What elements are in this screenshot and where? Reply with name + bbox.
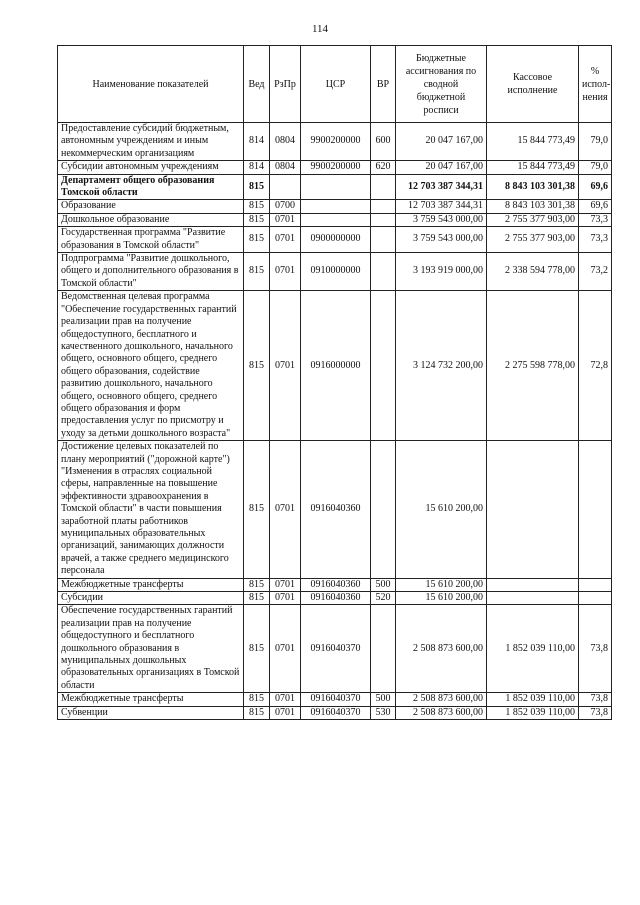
- row-ved: 815: [244, 227, 270, 253]
- row-cash: 1 852 039 110,00: [487, 605, 579, 693]
- row-vr: [371, 253, 396, 291]
- row-budget: 2 508 873 600,00: [396, 693, 487, 706]
- row-budget: 15 610 200,00: [396, 441, 487, 578]
- row-cash: 1 852 039 110,00: [487, 706, 579, 719]
- row-ved: 815: [244, 213, 270, 226]
- table-row: [58, 441, 612, 578]
- row-csr: [301, 213, 371, 226]
- row-name: Субсидии: [58, 592, 244, 605]
- row-cash: 2 338 594 778,00: [487, 253, 579, 291]
- row-vr: 500: [371, 578, 396, 591]
- row-name: Субсидии автономным учреждениям: [58, 161, 244, 174]
- row-rzpr: 0701: [270, 592, 301, 605]
- row-vr: [371, 605, 396, 693]
- row-cash: 8 843 103 301,38: [487, 174, 579, 200]
- row-budget: 2 508 873 600,00: [396, 706, 487, 719]
- col-header-budget: Бюджетные ассигнования по сводной бюджетной росписи: [396, 46, 487, 123]
- row-ved: 815: [244, 253, 270, 291]
- row-rzpr: 0804: [270, 123, 301, 161]
- table-row: [58, 200, 612, 213]
- row-pct: [579, 578, 612, 591]
- row-ved: 815: [244, 605, 270, 693]
- col-header-ved: Вед: [244, 46, 270, 123]
- row-pct: 73,2: [579, 253, 612, 291]
- table-row: [58, 605, 612, 693]
- row-csr: 9900200000: [301, 161, 371, 174]
- row-name: Департамент общего образования Томской области: [58, 174, 244, 200]
- row-ved: 815: [244, 693, 270, 706]
- header-row: [58, 46, 612, 123]
- row-ved: 814: [244, 123, 270, 161]
- row-pct: 79,0: [579, 123, 612, 161]
- row-csr: 0916040360: [301, 441, 371, 578]
- row-name: Образование: [58, 200, 244, 213]
- row-csr: 0916040360: [301, 592, 371, 605]
- row-name: Субвенции: [58, 706, 244, 719]
- col-header-cash: Кассовое исполнение: [487, 46, 579, 123]
- row-vr: 520: [371, 592, 396, 605]
- row-vr: [371, 227, 396, 253]
- row-csr: 0916040370: [301, 706, 371, 719]
- page-number: 114: [311, 23, 329, 35]
- row-ved: 814: [244, 161, 270, 174]
- row-vr: 530: [371, 706, 396, 719]
- row-budget: 15 610 200,00: [396, 578, 487, 591]
- row-ved: 815: [244, 200, 270, 213]
- row-vr: 600: [371, 123, 396, 161]
- table-row: [58, 291, 612, 441]
- row-pct: 69,6: [579, 174, 612, 200]
- row-vr: [371, 441, 396, 578]
- row-csr: 0900000000: [301, 227, 371, 253]
- row-vr: [371, 200, 396, 213]
- col-header-name: Наименование показателей: [58, 46, 244, 123]
- table-row: [58, 161, 612, 174]
- col-header-csr: ЦСР: [301, 46, 371, 123]
- table-row: [58, 578, 612, 591]
- row-name: Государственная программа "Развитие образования в Томской области": [58, 227, 244, 253]
- row-cash: 1 852 039 110,00: [487, 693, 579, 706]
- table-row: [58, 592, 612, 605]
- row-name: Ведомственная целевая программа "Обеспечение государственных гарантий реализации прав на получение общедоступного, бесплатного и качественного дошкольного, начального общего, основного общего, среднего общего образования, содействие развитию дошкольного, начального общего, основного общего, среднего общего образования и форм предоставления услуг по присмотру и уходу за детьми дошкольного возраста": [58, 291, 244, 441]
- row-pct: 79,0: [579, 161, 612, 174]
- row-rzpr: 0701: [270, 693, 301, 706]
- row-rzpr: 0700: [270, 200, 301, 213]
- row-csr: [301, 174, 371, 200]
- row-ved: 815: [244, 441, 270, 578]
- row-budget: 3 759 543 000,00: [396, 227, 487, 253]
- row-name: Межбюджетные трансферты: [58, 578, 244, 591]
- row-ved: 815: [244, 174, 270, 200]
- row-name: Дошкольное образование: [58, 213, 244, 226]
- budget-table: [57, 45, 612, 720]
- row-vr: [371, 213, 396, 226]
- row-ved: 815: [244, 706, 270, 719]
- row-budget: 12 703 387 344,31: [396, 174, 487, 200]
- col-header-pct: % испол-нения: [579, 46, 612, 123]
- row-csr: 0916040370: [301, 693, 371, 706]
- row-pct: 73,8: [579, 605, 612, 693]
- row-cash: 2 755 377 903,00: [487, 227, 579, 253]
- row-rzpr: 0701: [270, 253, 301, 291]
- table-row: [58, 123, 612, 161]
- row-cash: [487, 578, 579, 591]
- row-ved: 815: [244, 592, 270, 605]
- row-vr: 500: [371, 693, 396, 706]
- row-budget: 3 193 919 000,00: [396, 253, 487, 291]
- row-budget: 12 703 387 344,31: [396, 200, 487, 213]
- row-csr: 9900200000: [301, 123, 371, 161]
- row-pct: 69,6: [579, 200, 612, 213]
- row-rzpr: 0701: [270, 441, 301, 578]
- row-csr: [301, 200, 371, 213]
- table-row: [58, 706, 612, 719]
- row-name: Предоставление субсидий бюджетным, автономным учреждениям и иным некоммерческим организациям: [58, 123, 244, 161]
- row-ved: 815: [244, 578, 270, 591]
- row-pct: 73,8: [579, 706, 612, 719]
- row-name: Обеспечение государственных гарантий реализации прав на получение общедоступного и бесплатного дошкольного образования в муниципальных дошкольных образовательных организациях в Томской области: [58, 605, 244, 693]
- row-csr: 0916040370: [301, 605, 371, 693]
- table-row: [58, 174, 612, 200]
- row-name: Подпрограмма "Развитие дошкольного, общего и дополнительного образования в Томской области": [58, 253, 244, 291]
- row-ved: 815: [244, 291, 270, 441]
- row-budget: 3 124 732 200,00: [396, 291, 487, 441]
- row-vr: [371, 291, 396, 441]
- row-rzpr: 0701: [270, 213, 301, 226]
- row-cash: 15 844 773,49: [487, 161, 579, 174]
- table-row: [58, 213, 612, 226]
- row-budget: 20 047 167,00: [396, 161, 487, 174]
- col-header-vr: ВР: [371, 46, 396, 123]
- row-rzpr: 0701: [270, 578, 301, 591]
- row-budget: 15 610 200,00: [396, 592, 487, 605]
- row-rzpr: 0701: [270, 605, 301, 693]
- row-vr: 620: [371, 161, 396, 174]
- table-row: [58, 693, 612, 706]
- row-cash: 15 844 773,49: [487, 123, 579, 161]
- row-cash: 8 843 103 301,38: [487, 200, 579, 213]
- row-rzpr: 0701: [270, 706, 301, 719]
- row-vr: [371, 174, 396, 200]
- row-pct: 73,8: [579, 693, 612, 706]
- row-budget: 20 047 167,00: [396, 123, 487, 161]
- row-pct: 73,3: [579, 227, 612, 253]
- row-budget: 3 759 543 000,00: [396, 213, 487, 226]
- row-cash: [487, 592, 579, 605]
- row-budget: 2 508 873 600,00: [396, 605, 487, 693]
- row-rzpr: [270, 174, 301, 200]
- row-pct: 73,3: [579, 213, 612, 226]
- row-cash: [487, 441, 579, 578]
- col-header-rzpr: РзПр: [270, 46, 301, 123]
- row-cash: 2 275 598 778,00: [487, 291, 579, 441]
- row-rzpr: 0701: [270, 227, 301, 253]
- table-row: [58, 227, 612, 253]
- row-name: Межбюджетные трансферты: [58, 693, 244, 706]
- row-csr: 0916040360: [301, 578, 371, 591]
- row-name: Достижение целевых показателей по плану мероприятий ("дорожной карте") "Изменения в отраслях социальной сферы, направленные на повышение эффективности здравоохранения в Томской области" в части повышения заработной платы работников муниципальных образовательных организаций, занимающих должности врачей, а также среднего медицинского персонала: [58, 441, 244, 578]
- row-csr: 0916000000: [301, 291, 371, 441]
- row-pct: [579, 441, 612, 578]
- row-rzpr: 0804: [270, 161, 301, 174]
- row-cash: 2 755 377 903,00: [487, 213, 579, 226]
- row-rzpr: 0701: [270, 291, 301, 441]
- row-pct: [579, 592, 612, 605]
- row-pct: 72,8: [579, 291, 612, 441]
- row-csr: 0910000000: [301, 253, 371, 291]
- table-row: [58, 253, 612, 291]
